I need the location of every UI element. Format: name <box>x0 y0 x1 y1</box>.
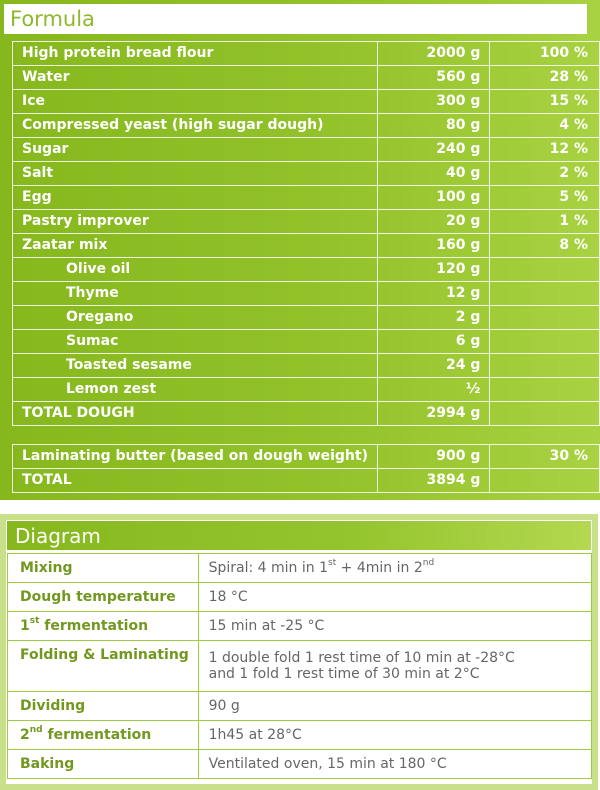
step-value: Ventilated oven, 15 min at 180 °C <box>198 750 591 779</box>
step-value <box>198 554 591 583</box>
table-row <box>8 641 592 692</box>
step-label-text: 2 <box>20 727 30 743</box>
ingredient-weight: 900 g <box>377 445 490 469</box>
ingredient-weight: 160 g <box>377 234 490 258</box>
ingredient-weight: 24 g <box>377 354 490 378</box>
table-row <box>13 186 600 210</box>
table-row <box>13 445 600 469</box>
table-row <box>8 750 592 779</box>
step-value <box>198 641 591 692</box>
ingredient-weight: 6 g <box>377 330 490 354</box>
total-dough-percent <box>490 402 600 426</box>
ingredient-name: Laminating butter (based on dough weight) <box>13 445 378 469</box>
ingredient-percent <box>490 282 600 306</box>
table-row <box>8 692 592 721</box>
ingredient-name: Egg <box>13 186 378 210</box>
ingredient-percent: 8 % <box>490 234 600 258</box>
step-label <box>8 721 199 750</box>
formula-table <box>12 41 600 426</box>
sub-ingredient-name: Olive oil <box>13 258 378 282</box>
step-value-text: Spiral: 4 min in 1 <box>208 560 328 576</box>
ingredient-weight: 560 g <box>377 66 490 90</box>
table-row <box>13 306 600 330</box>
table-row <box>13 138 600 162</box>
sub-ingredient-name: Lemon zest <box>13 378 378 402</box>
step-label: Dough temperature <box>8 583 199 612</box>
table-row <box>13 330 600 354</box>
table-row <box>13 234 600 258</box>
table-row <box>13 378 600 402</box>
table-row <box>13 210 600 234</box>
total-dough-row <box>13 402 600 426</box>
table-row <box>13 258 600 282</box>
step-value: 1h45 at 28°C <box>198 721 591 750</box>
ingredient-name: Zaatar mix <box>13 234 378 258</box>
ingredient-weight: 40 g <box>377 162 490 186</box>
ingredient-percent: 100 % <box>490 42 600 66</box>
ingredient-name: High protein bread flour <box>13 42 378 66</box>
table-row <box>13 90 600 114</box>
ordinal-suffix: st <box>328 558 337 568</box>
ordinal-suffix: st <box>29 616 40 626</box>
formula-title: Formula <box>10 7 95 31</box>
step-value: 90 g <box>198 692 591 721</box>
step-value-line: and 1 fold 1 rest time of 30 min at 2°C <box>208 666 480 682</box>
ingredient-percent: 2 % <box>490 162 600 186</box>
sub-ingredient-name: Thyme <box>13 282 378 306</box>
ingredient-percent <box>490 306 600 330</box>
ingredient-weight: 12 g <box>377 282 490 306</box>
ingredient-name: Ice <box>13 90 378 114</box>
ingredient-name: Salt <box>13 162 378 186</box>
diagram-table <box>7 553 592 779</box>
ingredient-name: Pastry improver <box>13 210 378 234</box>
ingredient-name: Compressed yeast (high sugar dough) <box>13 114 378 138</box>
ingredient-name: Sugar <box>13 138 378 162</box>
ingredient-weight: 20 g <box>377 210 490 234</box>
table-row <box>13 282 600 306</box>
ingredient-percent <box>490 330 600 354</box>
ingredient-weight: ½ <box>377 378 490 402</box>
total-dough-label: TOTAL DOUGH <box>13 402 378 426</box>
total-weight: 3894 g <box>377 469 490 493</box>
diagram-panel <box>0 514 598 790</box>
step-value-line: 1 double fold 1 rest time of 10 min at -28°C <box>208 650 515 666</box>
table-row <box>13 114 600 138</box>
ingredient-percent: 1 % <box>490 210 600 234</box>
table-row <box>8 612 592 641</box>
ingredient-percent: 12 % <box>490 138 600 162</box>
formula-header <box>4 4 587 34</box>
step-label-text: 1 <box>20 618 30 634</box>
diagram-header <box>7 521 591 550</box>
ingredient-percent: 5 % <box>490 186 600 210</box>
sub-ingredient-name: Sumac <box>13 330 378 354</box>
diagram-title: Diagram <box>15 524 101 548</box>
table-row <box>13 354 600 378</box>
table-row <box>13 162 600 186</box>
step-value: 18 °C <box>198 583 591 612</box>
step-label: Baking <box>8 750 199 779</box>
ordinal-suffix: nd <box>29 725 43 735</box>
step-label-text: fermentation <box>39 618 149 634</box>
ingredient-percent <box>490 258 600 282</box>
total-percent <box>490 469 600 493</box>
sub-ingredient-name: Toasted sesame <box>13 354 378 378</box>
ordinal-suffix: nd <box>422 558 435 568</box>
ingredient-weight: 240 g <box>377 138 490 162</box>
ingredient-percent: 28 % <box>490 66 600 90</box>
diagram-box <box>6 520 592 784</box>
ingredient-weight: 100 g <box>377 186 490 210</box>
table-row <box>8 583 592 612</box>
ingredient-weight: 2000 g <box>377 42 490 66</box>
step-value: 15 min at -25 °C <box>198 612 591 641</box>
table-row <box>8 721 592 750</box>
step-label: Dividing <box>8 692 199 721</box>
step-label: Mixing <box>8 554 199 583</box>
total-dough-weight: 2994 g <box>377 402 490 426</box>
ingredient-percent: 15 % <box>490 90 600 114</box>
ingredient-weight: 80 g <box>377 114 490 138</box>
ingredient-name: Water <box>13 66 378 90</box>
ingredient-weight: 2 g <box>377 306 490 330</box>
table-row <box>13 42 600 66</box>
ingredient-percent <box>490 354 600 378</box>
ingredient-weight: 120 g <box>377 258 490 282</box>
step-label-text: fermentation <box>42 727 152 743</box>
total-label: TOTAL <box>13 469 378 493</box>
step-value-text: + 4min in 2 <box>336 560 423 576</box>
table-row <box>13 66 600 90</box>
step-label <box>8 612 199 641</box>
ingredient-percent <box>490 378 600 402</box>
total-row <box>13 469 600 493</box>
ingredient-percent: 4 % <box>490 114 600 138</box>
step-label: Folding & Laminating <box>8 641 199 692</box>
table-row <box>8 554 592 583</box>
ingredient-weight: 300 g <box>377 90 490 114</box>
ingredient-percent: 30 % <box>490 445 600 469</box>
laminating-table <box>12 444 600 493</box>
sub-ingredient-name: Oregano <box>13 306 378 330</box>
